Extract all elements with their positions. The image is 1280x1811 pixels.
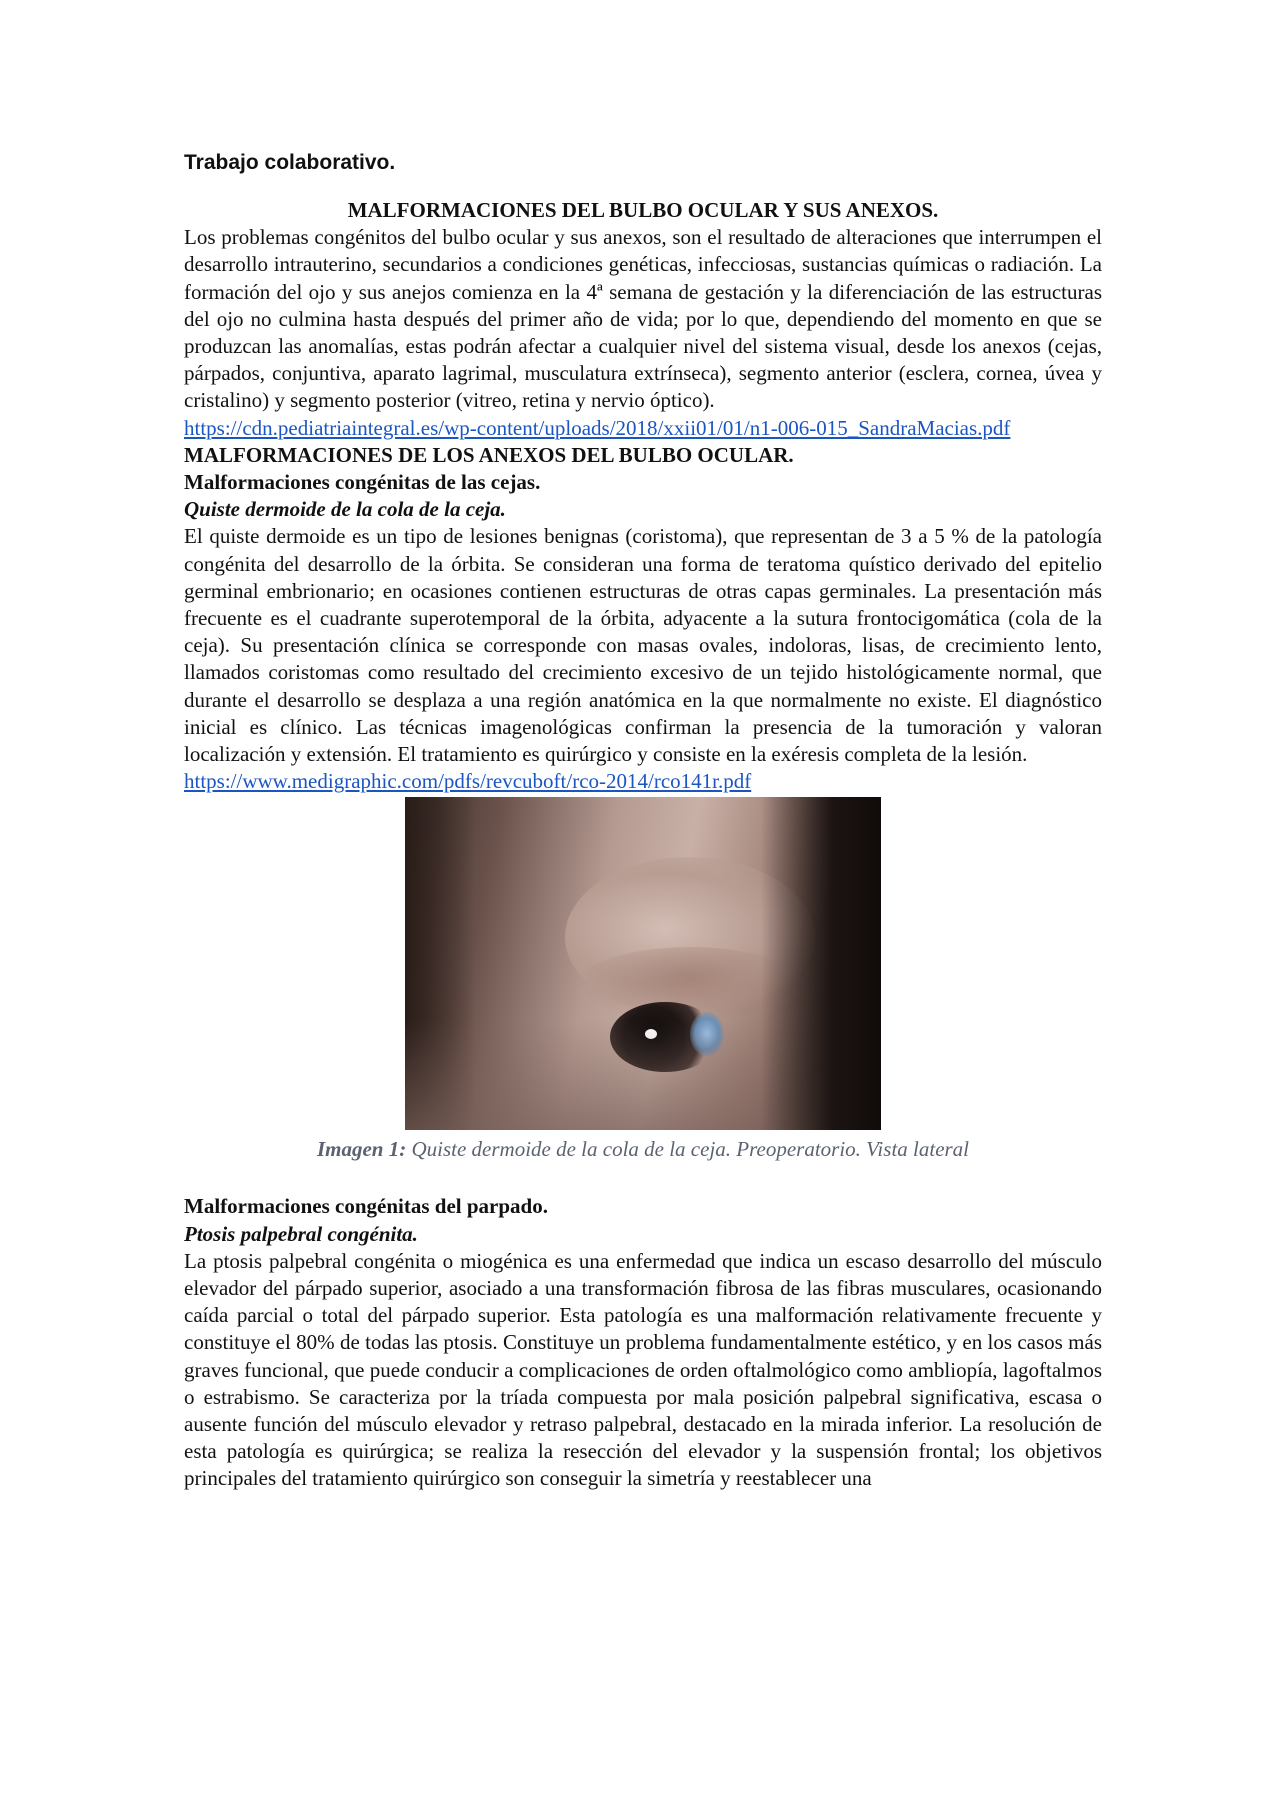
reference-link-1[interactable]: https://cdn.pediatriaintegral.es/wp-content/uploads/2018/xxii01/01/n1-006-015_SandraMacias.pdf (184, 415, 1011, 440)
figure-caption (184, 1136, 1102, 1163)
reference-link-2[interactable]: https://www.medigraphic.com/pdfs/revcuboft/rco-2014/rco141r.pdf (184, 769, 752, 794)
subsubheading-ptosis: Ptosis palpebral congénita. (184, 1221, 418, 1246)
clinical-photo-dermoid-cyst (405, 797, 881, 1130)
section-heading-anexos: MALFORMACIONES DE LOS ANEXOS DEL BULBO OCULAR. (184, 442, 794, 467)
document-title: MALFORMACIONES DEL BULBO OCULAR Y SUS ANEXOS. (347, 198, 939, 223)
header-label: Trabajo colaborativo. (184, 151, 396, 174)
quiste-dermoide-paragraph: El quiste dermoide es un tipo de lesiones benignas (coristoma), que representan de 3 a 5 % de la patología congénita del desarrollo de la órbita. Se consideran una forma de teratoma quístico derivado del epitelio germinal embrionario; en ocasiones contienen estructuras de otras capas germinales. La presentación más frecuente es el cuadrante superotemporal de la órbita, adyacente a la sutura frontocigomática (cola de la ceja). Su presentación clínica se corresponde con masas ovales, indoloras, lisas, de crecimiento lento, llamados coristomas como resultado del crecimiento excesivo de un tejido histológicamente normal, que durante el desarrollo se desplaza a una región anatómica en la que normalmente no existe. El diagnóstico inicial es clínico. Las técnicas imagenológicas confirman la presencia de la tumoración y valoran localización y extensión. El tratamiento es quirúrgico y consiste en la exéresis completa de la lesión. (184, 524, 1102, 767)
subheading-cejas: Malformaciones congénitas de las cejas. (184, 470, 541, 495)
intro-paragraph: Los problemas congénitos del bulbo ocular y sus anexos, son el resultado de alteraciones que interrumpen el desarrollo intrauterino, secundarios a condiciones genéticas, infecciosas, sustancias químicas o radiación. La formación del ojo y sus anejos comienza en la 4ª semana de gestación y la diferenciación de las estructuras del ojo no culmina hasta después del primer año de vida; por lo que, dependiendo del momento en que se produzcan las anomalías, estas podrán afectar a cualquier nivel del sistema visual, desde los anexos (cejas, párpados, conjuntiva, aparato lagrimal, musculatura extrínseca), segmento anterior (esclera, cornea, úvea y cristalino) y segmento posterior (vitreo, retina y nervio óptico). (184, 225, 1102, 413)
subheading-parpado: Malformaciones congénitas del parpado. (184, 1194, 548, 1219)
subsubheading-quiste-dermoide: Quiste dermoide de la cola de la ceja. (184, 497, 506, 522)
ptosis-paragraph: La ptosis palpebral congénita o miogénica es una enfermedad que indica un escaso desarrollo del músculo elevador del párpado superior, asociado a una transformación fibrosa de las fibras musculares, ocasionando caída parcial o total del párpado superior. Esta patología es una malformación relativamente frecuente y constituye el 80% de todas las ptosis. Constituye un problema fundamentalmente estético, y en los casos más graves funcional, que puede conducir a complicaciones de orden oftalmológico como ambliopía, lagoftalmos o estrabismo. Se caracteriza por la tríada compuesta por mala posición palpebral significativa, escasa o ausente función del músculo elevador y retraso palpebral, destacado en la mirada inferior. La resolución de esta patología es quirúrgica; se realiza la resección del elevador y la suspensión frontal; los objetivos principales del tratamiento quirúrgico son conseguir la simetría y reestablecer una (184, 1248, 1102, 1491)
caption-text: Quiste dermoide de la cola de la ceja. Preoperatorio. Vista lateral (406, 1137, 970, 1162)
caption-label: Imagen 1: (316, 1137, 407, 1162)
document-page (184, 150, 1102, 1493)
